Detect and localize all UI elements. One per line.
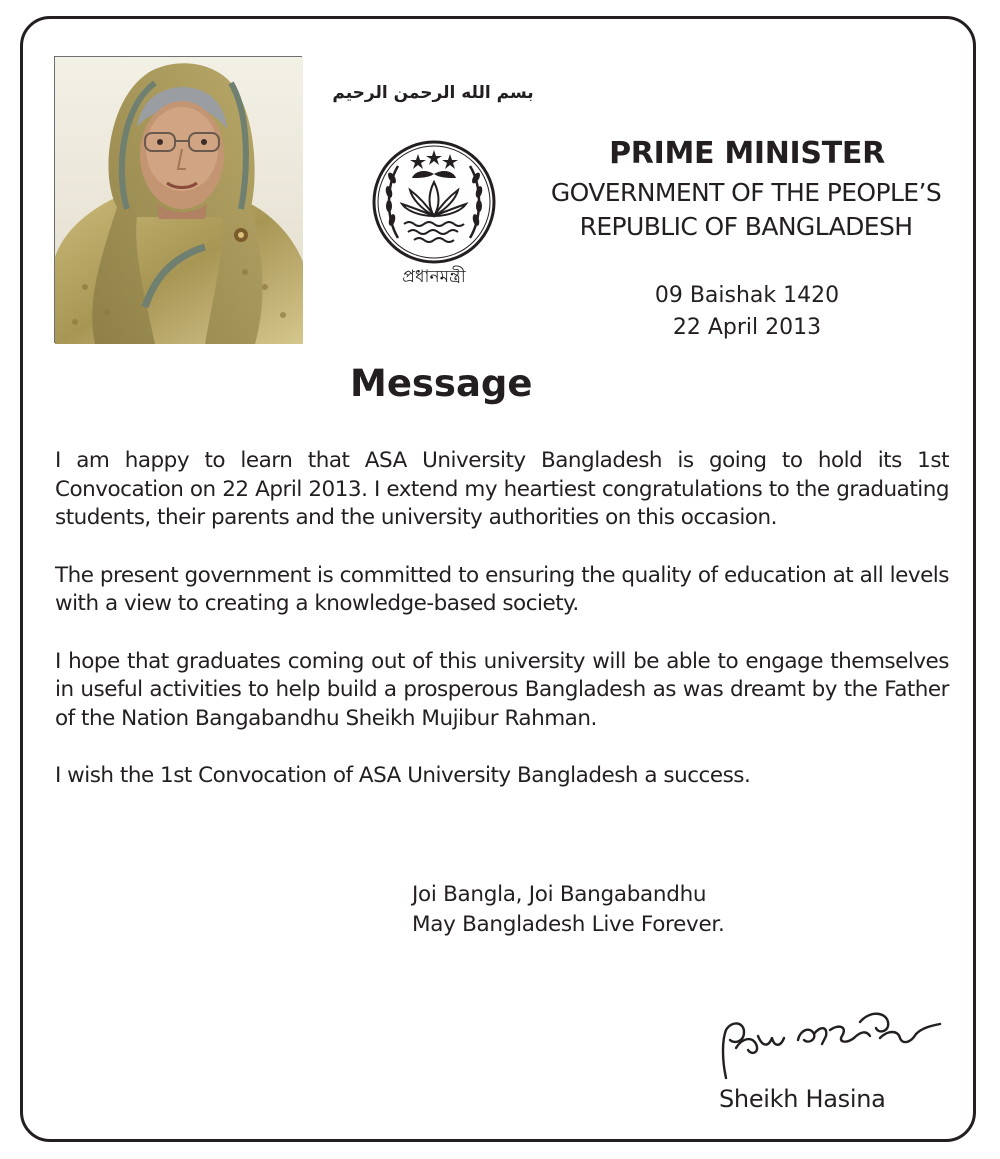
handwritten-signature [710,1000,950,1080]
signature-handwritten-text: শেখ হাসিনা [710,1000,715,1001]
message-paragraph-4: I wish the 1st Convocation of ASA University Bangladesh a success. [55,763,751,788]
national-emblem-icon [368,138,500,290]
emblem-caption: প্রধানমন্ত্রী [402,267,466,287]
closing-line-2: May Bangladesh Live Forever. [412,912,725,937]
closing-line-1: Joi Bangla, Joi Bangabandhu [412,882,707,907]
office-subtitle-line-1: GOVERNMENT OF THE PEOPLE’S [550,178,942,207]
message-paragraph-3: I hope that graduates coming out of this university will be able to engage themselves in useful activities to help build a prosperous Bangladesh as was dreamt by the Father of the Nation Bangabandhu Sheikh Mujibur Rahman. [55,648,949,731]
signatory-name: Sheikh Hasina [719,1085,886,1113]
office-subtitle [518,176,974,244]
bismillah-text: بسم الله الرحمن الرحيم [332,83,534,103]
office-title: PRIME MINISTER [609,136,885,171]
bismillah-calligraphy [332,78,534,104]
office-subtitle-line-2: REPUBLIC OF BANGLADESH [579,212,913,241]
closing-block [412,880,725,940]
message-paragraph-1: I am happy to learn that ASA University Bangladesh is going to hold its 1st Convocation on 22 April 2013. I extend my heartiest congratulations to the graduating students, their parents and the university authorities on this occasion. [55,448,949,530]
portrait-photo [54,56,302,343]
message-body [55,447,949,820]
message-heading: Message [350,362,533,405]
date-bangla: 09 Baishak 1420 [654,283,840,308]
date-gregorian: 22 April 2013 [672,315,822,340]
date-block [560,280,934,344]
message-paragraph-2: The present government is committed to ensuring the quality of education at all levels with a view to creating a knowledge-based society. [55,562,949,616]
